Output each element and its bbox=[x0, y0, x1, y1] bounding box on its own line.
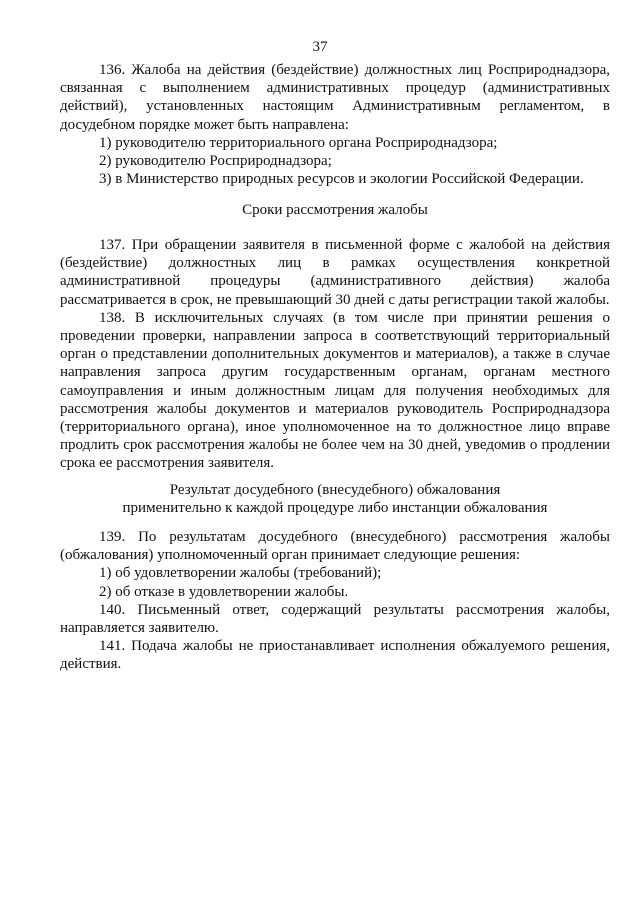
paragraph-141: 141. Подача жалобы не приостанавливает исполнения обжалуемого решения, действия. bbox=[60, 638, 610, 673]
heading-text: Сроки рассмотрения жалобы bbox=[242, 202, 428, 218]
page-number: 37 bbox=[312, 39, 328, 55]
list-item: 3) в Министерство природных ресурсов и экологии Российской Федерации. bbox=[99, 171, 584, 188]
paragraph-136: 136. Жалоба на действия (бездействие) должностных лиц Росприроднадзора, связанная с выполнением административных процедур (административных действий), установленных настоящим Административным регламентом, в досудебном порядке может быть направлена: bbox=[60, 62, 610, 133]
list-item: 1) об удовлетворении жалобы (требований); bbox=[99, 565, 382, 582]
review-terms-section bbox=[60, 236, 610, 473]
paragraph-140: 140. Письменный ответ, содержащий результаты рассмотрения жалобы, направляется заявителю. bbox=[60, 601, 610, 637]
paragraph-137: 137. При обращении заявителя в письменной форме с жалобой на действия (бездействие) должностных лиц в рамках осуществления конкретной административной процедуры (административного действия) жалоба рассматривается в срок, не превышающий 30 дней с даты регистрации такой жалобы. bbox=[60, 237, 610, 308]
list-item: 1) руководителю территориального органа Росприроднадзора; bbox=[99, 134, 498, 151]
paragraph-139: 139. По результатам досудебного (внесудебного) рассмотрения жалобы (обжалования) уполномоченный орган принимает следующие решения: bbox=[60, 529, 610, 564]
paragraph-138: 138. В исключительных случаях (в том числе при принятии решения о проведении проверки, направлении запроса в соответствующий территориальный орган о представлении дополнительных документов и материалов), а также в случае направления запроса другим государственным органам, органам местного самоуправления и иным должностным лицам для получения необходимых для рассмотрения жалобы документов и материалов руководитель Росприроднадзора (территориального органа), иное уполномоченное на то должностное лицо вправе продлить срок рассмотрения жалобы не более чем на 30 дней, уведомив о продлении срока ее рассмотрения заявителя. bbox=[60, 309, 610, 472]
heading-line-2: применительно к каждой процедуре либо инстанции обжалования bbox=[122, 500, 548, 517]
section-heading-result bbox=[60, 481, 610, 517]
heading-line-1: Результат досудебного (внесудебного) обжалования bbox=[169, 482, 501, 498]
appeal-result-section bbox=[60, 528, 610, 674]
complaint-recipients-section bbox=[60, 61, 610, 188]
section-heading-terms bbox=[60, 201, 610, 219]
list-item: 2) руководителю Росприроднадзора; bbox=[99, 153, 332, 170]
list-item: 2) об отказе в удовлетворении жалобы. bbox=[99, 583, 349, 600]
